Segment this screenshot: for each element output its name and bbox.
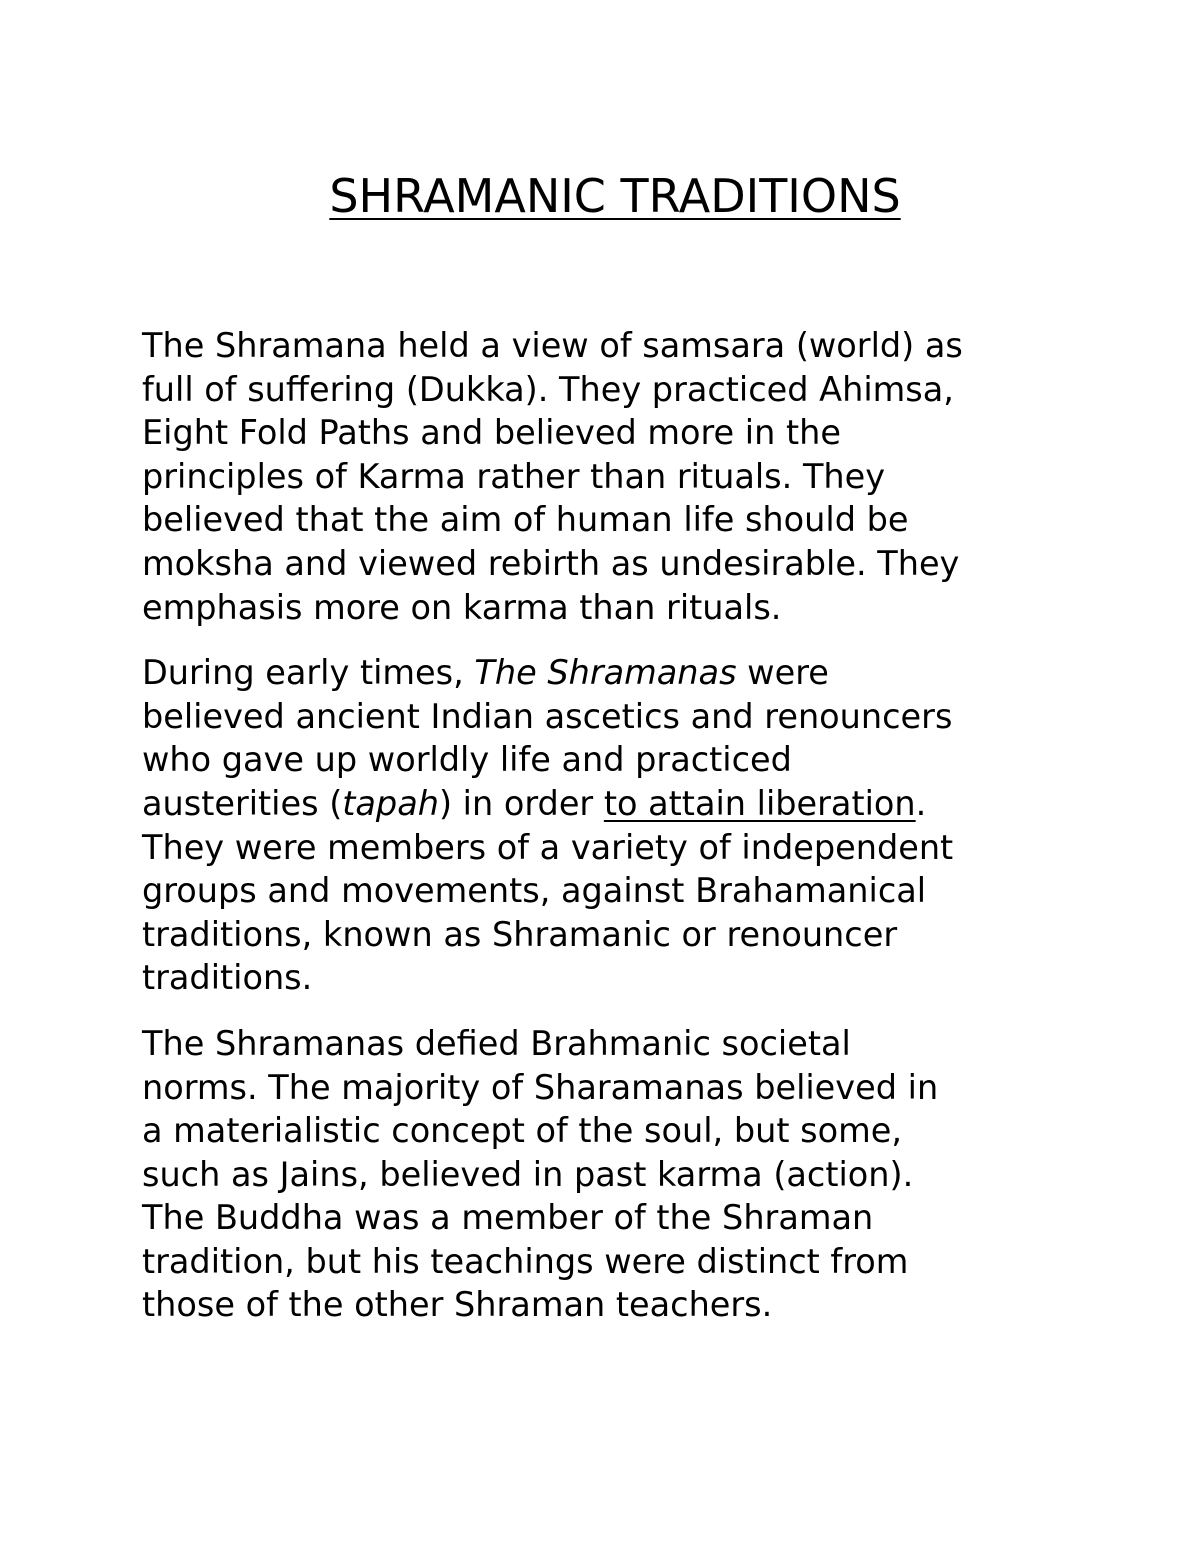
italic-text: tapah: [342, 783, 439, 823]
text-run: During early times,: [142, 653, 475, 693]
text-line: those of the other Shraman teachers.: [142, 1285, 773, 1325]
text-line: They were members of a variety of independent: [142, 827, 954, 867]
text-line: The Shramana held a view of samsara (world) as: [142, 326, 963, 365]
text-line: principles of Karma rather than rituals. They: [142, 456, 886, 496]
text-line: groups and movements, against Brahamanical: [142, 871, 927, 911]
text-line: Eight Fold Paths and believed more in the: [142, 413, 841, 453]
text-line: traditions, known as Shramanic or renouncer: [142, 914, 898, 954]
text-line: a materialistic concept of the soul, but some,: [142, 1111, 902, 1151]
text-line: The Buddha was a member of the Shraman: [142, 1198, 874, 1238]
text-line: [142, 651, 1072, 695]
text-run: .: [915, 783, 927, 823]
text-line: traditions.: [142, 958, 313, 998]
page-title: SHRAMANIC TRADITIONS: [329, 169, 901, 223]
text-run: were: [736, 653, 829, 693]
underlined-text: to attain liberation: [603, 783, 916, 823]
text-line: emphasis more on karma than rituals.: [142, 587, 782, 627]
text-line: such as Jains, believed in past karma (action).: [142, 1154, 914, 1194]
text-line: believed that the aim of human life should be: [142, 500, 909, 540]
text-line: believed ancient Indian ascetics and renouncers: [142, 696, 953, 736]
text-line: The Shramanas defied Brahmanic societal: [142, 1023, 851, 1063]
paragraph-1: [142, 324, 1072, 629]
text-line: [142, 782, 1072, 826]
paragraph-2: [142, 651, 1072, 1000]
text-run: austerities (: [142, 783, 343, 823]
text-line: tradition, but his teachings were distinct from: [142, 1241, 909, 1281]
text-run: ) in order: [438, 783, 604, 823]
italic-text: The Shramanas: [474, 653, 737, 693]
document-body: [142, 324, 1072, 1349]
text-line: norms. The majority of Sharamanas believed in: [142, 1067, 939, 1107]
text-line: full of suffering (Dukka). They practiced Ahimsa,: [142, 369, 954, 409]
text-line: moksha and viewed rebirth as undesirable. They: [142, 543, 960, 583]
paragraph-3: [142, 1022, 1072, 1327]
text-line: who gave up worldly life and practiced: [142, 740, 792, 780]
